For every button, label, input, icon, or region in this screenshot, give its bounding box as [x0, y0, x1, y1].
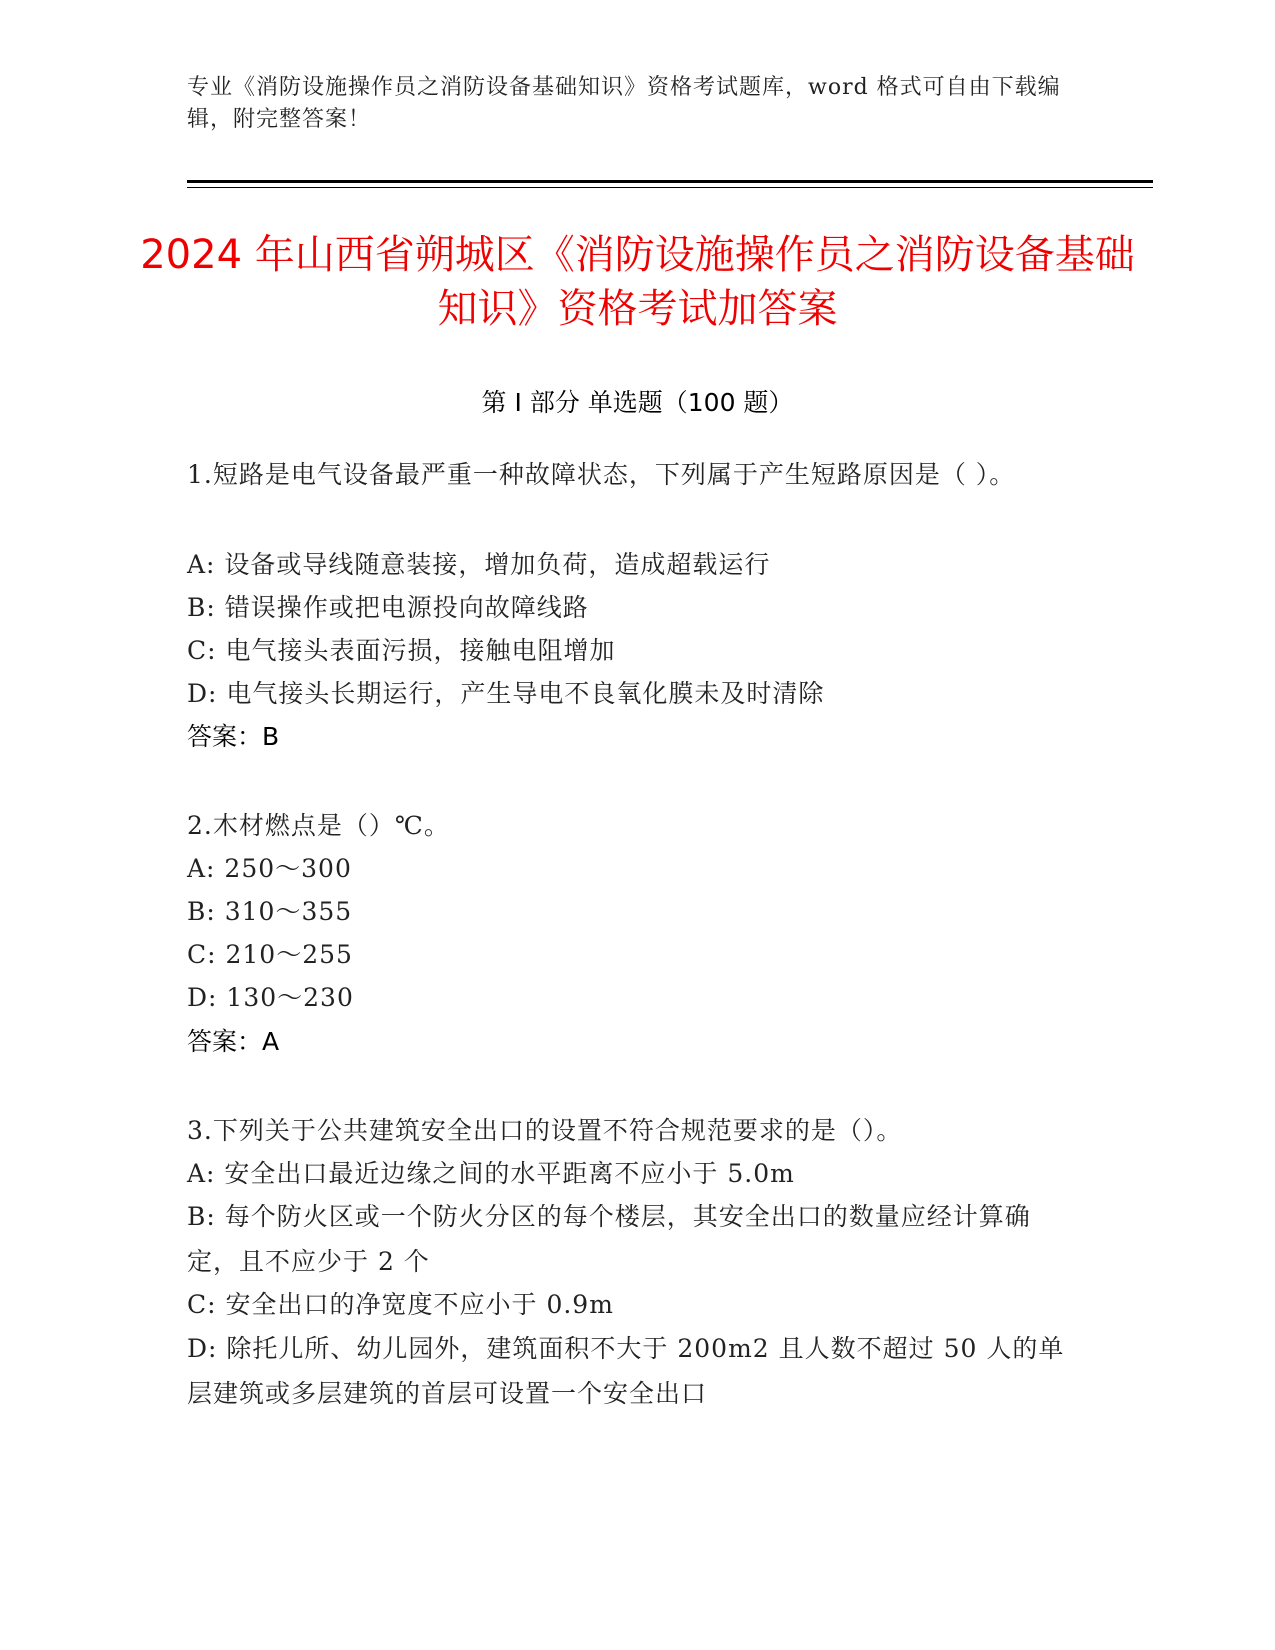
question-1-option-a: A: 设备或导线随意装接，增加负荷，造成超载运行	[187, 550, 771, 579]
question-3-option-d: D: 除托儿所、幼儿园外，建筑面积不大于 200m2 且人数不超过 50 人的单层建筑或多层建筑的首层可设置一个安全出口	[187, 1334, 1065, 1408]
question-1-option-c: C: 电气接头表面污损，接触电阻增加	[187, 636, 616, 665]
question-3-option-a: A: 安全出口最近边缘之间的水平距离不应小于 5.0m	[187, 1159, 795, 1188]
question-1-text: 1.短路是电气设备最严重一种故障状态，下列属于产生短路原因是（ ）。	[187, 460, 1016, 489]
question-2-option-d: D: 130～230	[187, 983, 354, 1012]
header-divider-thick	[187, 180, 1153, 183]
header-divider-thin	[187, 187, 1153, 188]
question-2-option-c: C: 210～255	[187, 940, 353, 969]
question-2-answer: 答案：A	[187, 1027, 280, 1056]
document-title: 2024 年山西省朔城区《消防设施操作员之消防设备基础知识》资格考试加答案	[140, 232, 1135, 332]
question-1-option-b: B: 错误操作或把电源投向故障线路	[187, 593, 589, 622]
question-1-answer: 答案：B	[187, 722, 280, 751]
question-3-option-b: B: 每个防火区或一个防火分区的每个楼层，其安全出口的数量应经计算确定，且不应少于 2 个	[187, 1202, 1031, 1276]
question-2-option-b: B: 310～355	[187, 897, 353, 926]
question-2-option-a: A: 250～300	[187, 854, 352, 883]
question-3-text: 3.下列关于公共建筑安全出口的设置不符合规范要求的是（）。	[187, 1116, 903, 1145]
header-note: 专业《消防设施操作员之消防设备基础知识》资格考试题库，word 格式可自由下载编辑，附完整答案！	[187, 75, 1061, 132]
section-title: 第 I 部分 单选题（100 题）	[481, 388, 794, 417]
question-3-option-c: C: 安全出口的净宽度不应小于 0.9m	[187, 1290, 614, 1319]
question-2-text: 2.木材燃点是（）℃。	[187, 811, 450, 840]
question-1-option-d: D: 电气接头长期运行，产生导电不良氧化膜未及时清除	[187, 679, 825, 708]
